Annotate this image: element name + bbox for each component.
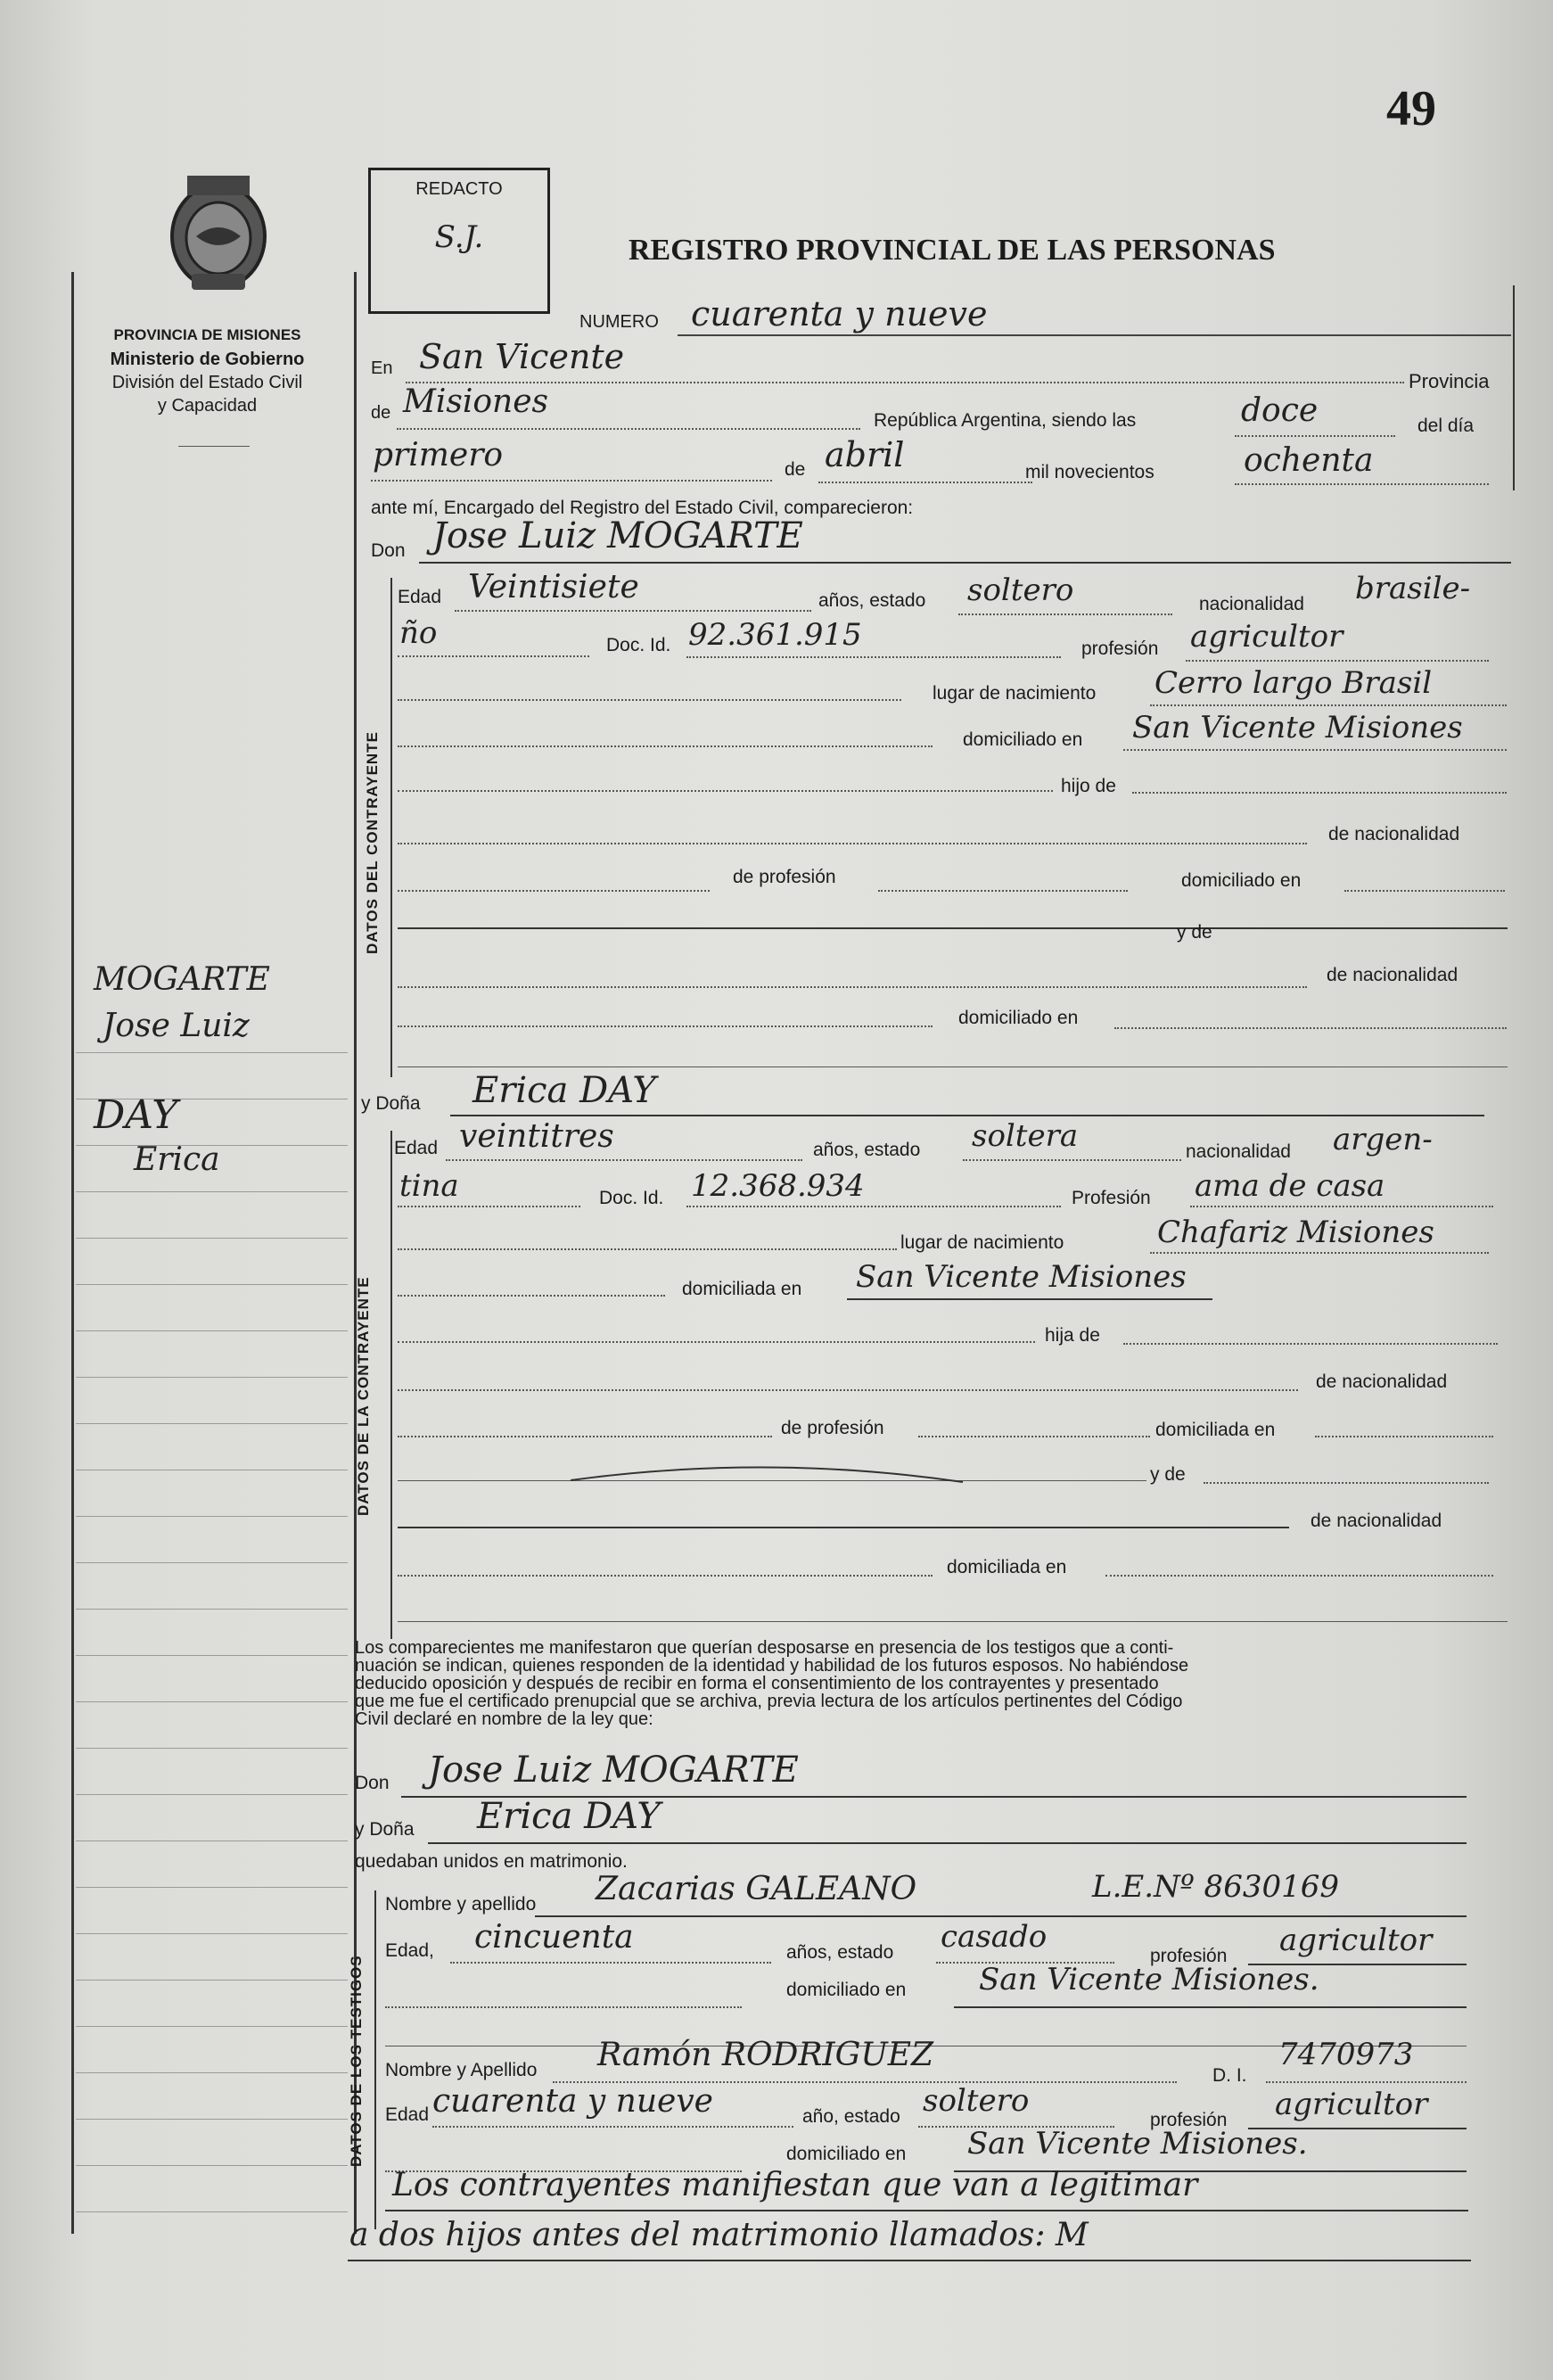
bride-domic-label: domiciliada en: [682, 1279, 802, 1299]
redacto-label: REDACTO: [415, 179, 503, 199]
groom-domic3-label: domiciliado en: [958, 1008, 1079, 1028]
margin-rule-line: [76, 1655, 348, 1656]
w2-domic-value: San Vicente Misiones.: [967, 2126, 1308, 2162]
groom-prof-value: agricultor: [1190, 619, 1343, 655]
margin-note-bride-given: Erica: [134, 1141, 220, 1178]
provincial-crest-icon: [160, 165, 276, 299]
margin-rule-line: [76, 1330, 348, 1331]
groom-de-nac-label: de nacionalidad: [1328, 824, 1460, 844]
margin-rule-line: [76, 2072, 348, 2073]
groom-estado-value: soltero: [967, 572, 1074, 608]
declaration-text: [355, 1639, 1188, 1728]
w2-estado-value: soltero: [923, 2083, 1030, 2119]
w1-edad-value: cincuenta: [474, 1919, 634, 1956]
hora-value: doce: [1241, 392, 1319, 429]
w1-nombre-value: Zacarias GALEANO: [596, 1871, 917, 1907]
dia-value: primero: [373, 437, 504, 474]
groom-doc-label: Doc. Id.: [606, 635, 671, 655]
margin-note-groom-given: Jose Luiz: [103, 1008, 250, 1044]
w1-anios-label: años, estado: [786, 1942, 894, 1963]
groom-nac-value-2: ño: [399, 615, 438, 651]
declaration-line: Civil declaré en nombre de la ley que:: [355, 1709, 653, 1729]
numero-value: cuarenta y nueve: [691, 294, 988, 334]
groom-edad-value: Veintisiete: [468, 569, 639, 605]
redacto-value: S.J.: [434, 219, 484, 255]
w2-nombre-label: Nombre y Apellido: [385, 2060, 538, 2080]
ministry-label: Ministerio de Gobierno: [110, 350, 305, 369]
witnesses-side-label: DATOS DE LOS TESTIGOS: [348, 1955, 365, 2167]
bride-side-label: DATOS DE LA CONTRAYENTE: [355, 1276, 372, 1516]
bride-hija-label: hija de: [1045, 1325, 1100, 1346]
margin-rule-line: [76, 2165, 348, 2166]
margin-rule-line: [76, 1191, 348, 1192]
groom-de-nac2-label: de nacionalidad: [1327, 965, 1459, 985]
w2-prof-value: agricultor: [1275, 2087, 1428, 2122]
groom-domic-value: San Vicente Misiones: [1132, 710, 1463, 745]
w2-domic-label: domiciliado en: [786, 2144, 907, 2164]
bride-dona-value: Erica DAY: [472, 1070, 656, 1111]
groom-domic2-label: domiciliado en: [1181, 870, 1302, 891]
w1-id-value: L.E.Nº 8630169: [1092, 1869, 1339, 1905]
groom-y-de-label: y de: [1177, 922, 1212, 943]
bride-y-de-label: y de: [1150, 1464, 1186, 1485]
bride-nac-value-1: argen-: [1333, 1122, 1433, 1157]
groom-nac-label: nacionalidad: [1199, 594, 1304, 614]
mil-label: mil novecientos: [1025, 462, 1154, 482]
margin-rule-line: [76, 1284, 348, 1285]
margin-rule-line: [76, 1052, 348, 1053]
de-label: de: [371, 403, 391, 423]
w2-edad-label: Edad: [385, 2104, 430, 2125]
w1-prof-label: profesión: [1150, 1946, 1228, 1966]
margin-rule-line: [76, 1516, 348, 1517]
margin-rule-line: [76, 1980, 348, 1981]
bride-nac-value-2: tina: [399, 1168, 459, 1204]
w2-edad-value: cuarenta y nueve: [432, 2083, 713, 2120]
bride-estado-value: soltera: [972, 1118, 1079, 1154]
page-number: 49: [1386, 81, 1436, 136]
declaration-line: que me fue el certificado prenupcial que se archiva, previa lectura de los artículos pertinentes del Código: [355, 1692, 1183, 1711]
division-label-2: y Capacidad: [157, 396, 258, 416]
groom-lugar-value: Cerro largo Brasil: [1154, 665, 1433, 701]
don-value: Jose Luiz MOGARTE: [432, 515, 803, 556]
groom-prof-label: profesión: [1081, 638, 1159, 659]
redacto-box: [368, 168, 550, 314]
w1-edad-label: Edad,: [385, 1940, 434, 1961]
margin-rule-line: [76, 1377, 348, 1378]
margin-rule-line: [76, 1748, 348, 1749]
w2-prof-label: profesión: [1150, 2110, 1228, 2130]
w2-anios-label: año, estado: [802, 2106, 900, 2127]
bride-domic2-label: domiciliada en: [1155, 1420, 1276, 1440]
provincia-label: Provincia: [1409, 370, 1490, 392]
province-label: PROVINCIA DE MISIONES: [113, 326, 301, 343]
w1-nombre-label: Nombre y apellido: [385, 1894, 537, 1915]
groom-anios-label: años, estado: [818, 590, 926, 611]
del-dia-label: del día: [1417, 416, 1475, 436]
document-title: REGISTRO PROVINCIAL DE LAS PERSONAS: [629, 234, 1276, 267]
w2-di-value: 7470973: [1278, 2037, 1414, 2072]
margin-rule-line: [76, 1933, 348, 1934]
bride-de-prof-label: de profesión: [781, 1418, 884, 1438]
bride-lugar-value: Chafariz Misiones: [1157, 1215, 1434, 1250]
don-label: Don: [371, 540, 406, 561]
note-line-2: a dos hijos antes del matrimonio llamados: M: [349, 2217, 1089, 2253]
bride-domic-value: San Vicente Misiones: [856, 1259, 1187, 1295]
final-dona-value: Erica DAY: [477, 1796, 661, 1837]
margin-rule-line: [76, 1701, 348, 1702]
final-dona-label: y Doña: [355, 1819, 415, 1840]
declaration-line: deducido oposición y después de recibir en forma el consentimiento de los contrayentes y presentado: [355, 1674, 1159, 1693]
bride-doc-label: Doc. Id.: [599, 1188, 664, 1208]
w2-nombre-value: Ramón RODRIGUEZ: [597, 2037, 934, 2073]
bride-edad-value: veintitres: [459, 1118, 614, 1155]
margin-rule-line: [76, 2026, 348, 2027]
margin-rule-line: [76, 2211, 348, 2212]
strike-curve: [571, 1462, 972, 1489]
w1-estado-value: casado: [941, 1919, 1048, 1955]
w1-prof-value: agricultor: [1279, 1923, 1433, 1958]
bride-doc-value: 12.368.934: [691, 1168, 865, 1204]
margin-rule-line: [76, 2119, 348, 2120]
bride-prof-label: Profesión: [1072, 1188, 1151, 1208]
republica-label: República Argentina, siendo las: [874, 410, 1137, 431]
bride-de-nac2-label: de nacionalidad: [1311, 1511, 1442, 1531]
declaration-line: nuación se indican, quienes responden de la identidad y habilidad de los futuros esposos. No habiéndose: [355, 1656, 1189, 1676]
margin-note-bride-surname: DAY: [94, 1092, 178, 1138]
bride-domic3-label: domiciliada en: [947, 1557, 1067, 1577]
bride-dona-label: y Doña: [361, 1093, 421, 1114]
bride-nac-label: nacionalidad: [1186, 1141, 1291, 1162]
anio-value: ochenta: [1244, 442, 1374, 479]
margin-rule-line: [76, 1562, 348, 1563]
groom-lugar-label: lugar de nacimiento: [933, 683, 1097, 704]
groom-de-prof-label: de profesión: [733, 867, 836, 887]
margin-note-groom-surname: MOGARTE: [94, 961, 270, 998]
margin-rule-line: [76, 1794, 348, 1795]
groom-doc-value: 92.361.915: [688, 617, 862, 653]
groom-edad-label: Edad: [398, 587, 442, 607]
en-label: En: [371, 358, 393, 378]
bride-anios-label: años, estado: [813, 1140, 921, 1160]
margin-rule-line: [76, 1887, 348, 1888]
groom-nac-value-1: brasile-: [1355, 571, 1471, 606]
en-value: San Vicente: [419, 337, 625, 376]
bride-edad-label: Edad: [394, 1138, 439, 1158]
de-value: Misiones: [403, 383, 549, 420]
bride-prof-value: ama de casa: [1195, 1168, 1385, 1204]
groom-hijo-label: hijo de: [1061, 776, 1116, 796]
numero-label: NUMERO: [579, 312, 659, 332]
margin-rule-line: [76, 1238, 348, 1239]
final-don-value: Jose Luiz MOGARTE: [428, 1750, 799, 1791]
bride-de-nac-label: de nacionalidad: [1316, 1371, 1448, 1392]
division-label: División del Estado Civil: [111, 373, 303, 392]
unidos-text: quedaban unidos en matrimonio.: [355, 1851, 628, 1872]
margin-rule-line: [76, 1609, 348, 1610]
final-don-label: Don: [355, 1773, 390, 1793]
w2-di-label: D. I.: [1212, 2065, 1247, 2086]
margin-rule-line: [76, 1423, 348, 1424]
de2-label: de: [785, 459, 806, 480]
note-line-1: Los contrayentes manifiestan que van a legitimar: [392, 2167, 1198, 2203]
mes-value: abril: [825, 435, 905, 474]
groom-domic-label: domiciliado en: [963, 729, 1083, 750]
declaration-line: Los comparecientes me manifestaron que querían desposarse en presencia de los testigos que a conti-: [355, 1638, 1174, 1658]
groom-side-label: DATOS DEL CONTRAYENTE: [364, 731, 381, 954]
w1-domic-value: San Vicente Misiones.: [979, 1962, 1319, 1997]
bride-lugar-label: lugar de nacimiento: [900, 1232, 1064, 1253]
w1-domic-label: domiciliado en: [786, 1980, 907, 2000]
ante-label: ante mí, Encargado del Registro del Estado Civil, comparecieron:: [371, 498, 914, 518]
